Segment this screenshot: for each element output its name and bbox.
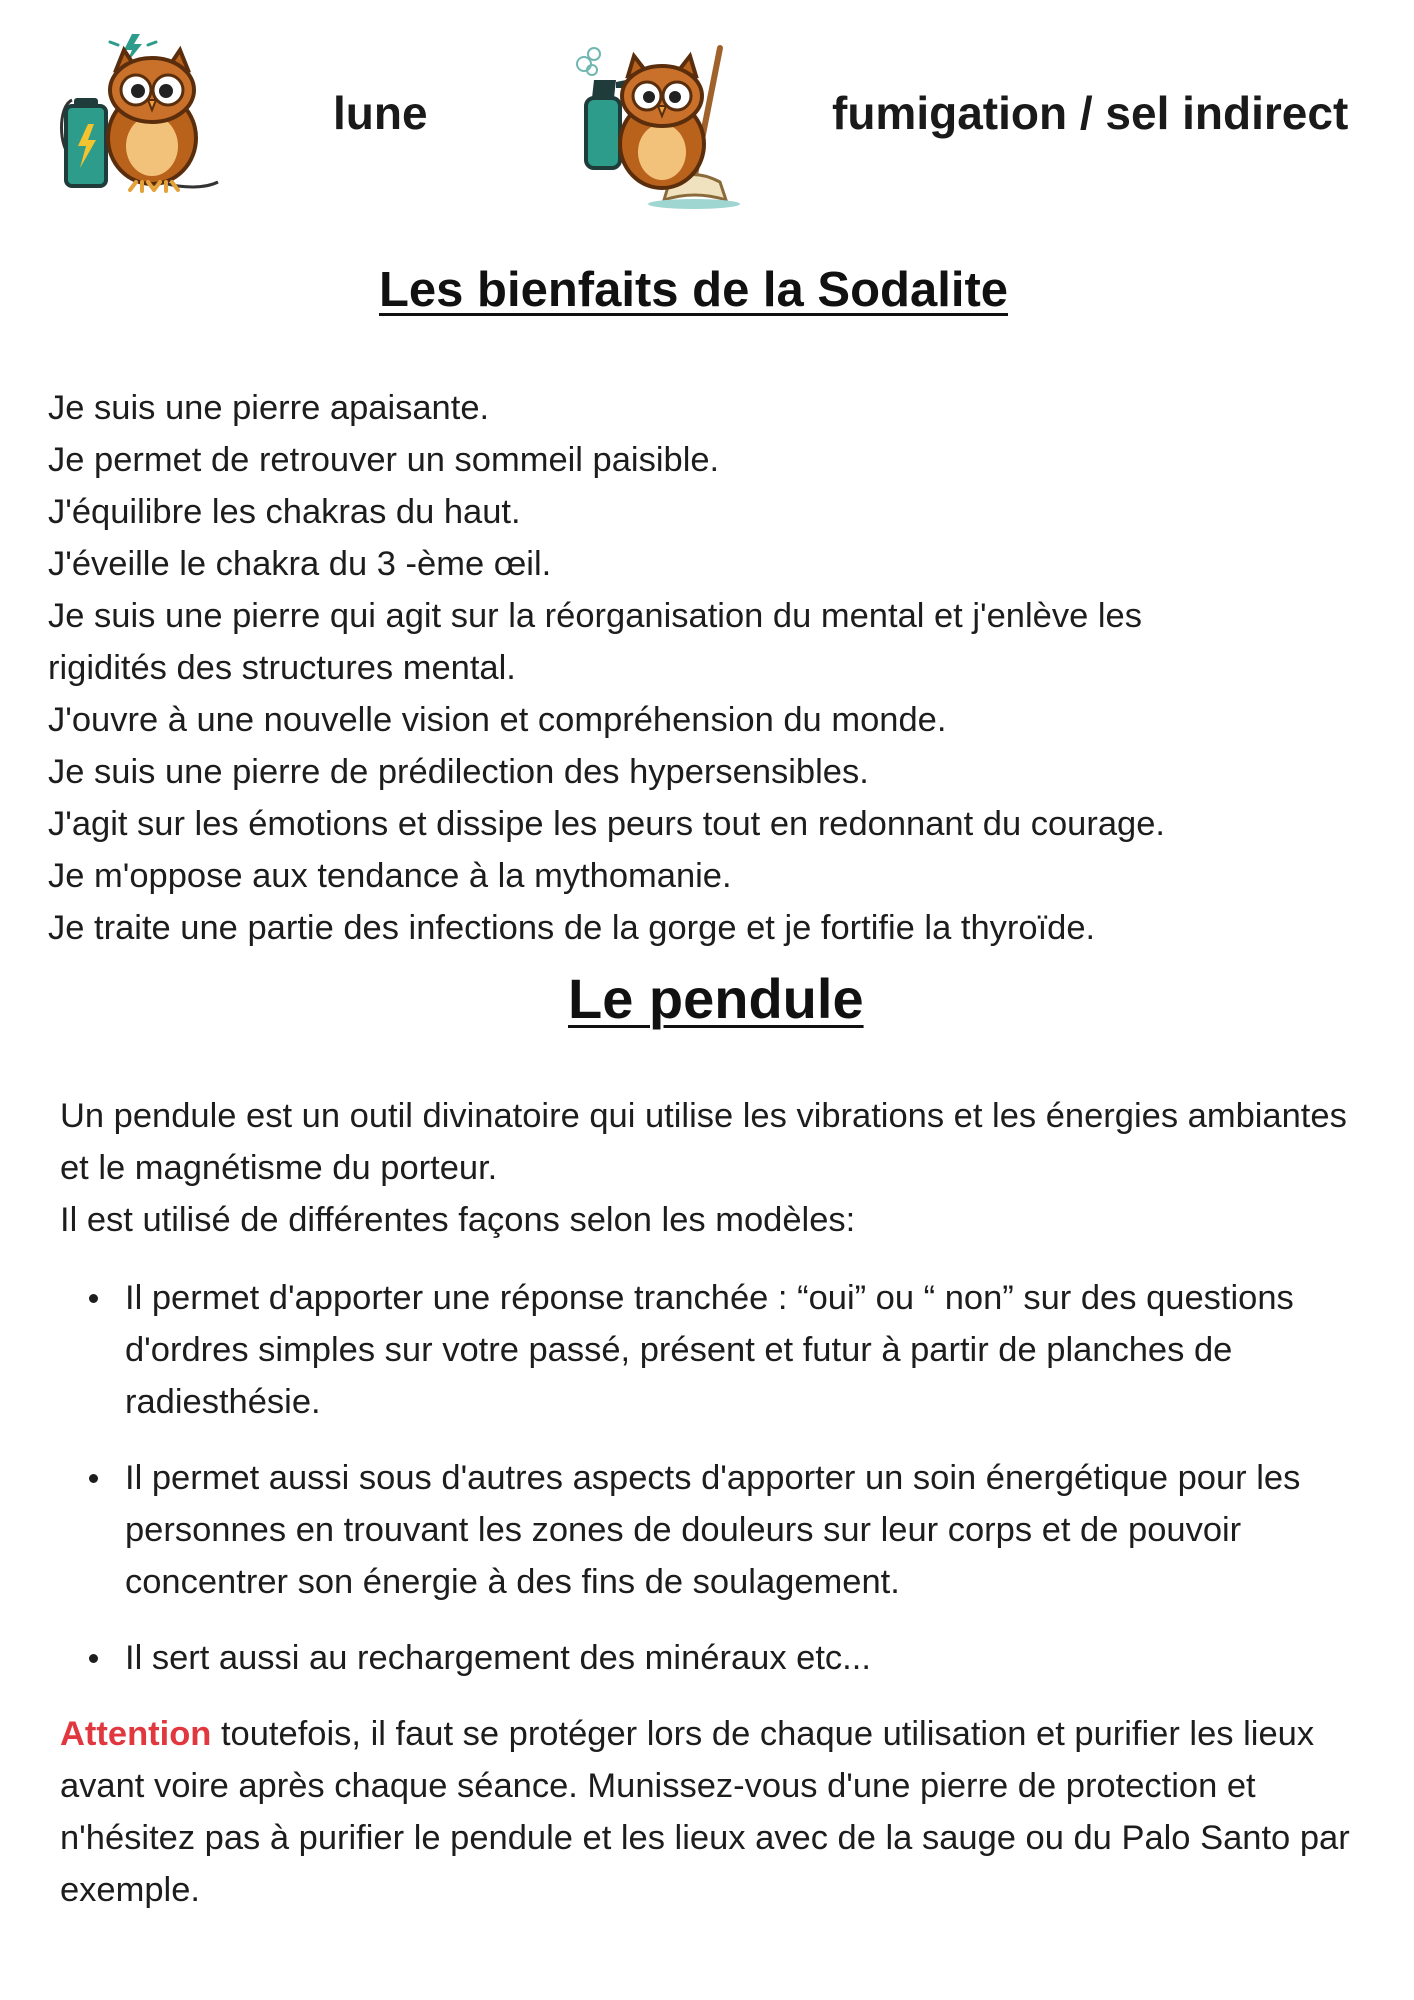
- use-text: Il permet d'apporter une réponse tranchée : “oui” ou “ non” sur des questions d'ordres simples sur votre passé, présent et futur à partir de planches de radiesthésie.: [125, 1279, 1294, 1421]
- sodalite-benefits-title: Les bienfaits de la Sodalite: [379, 263, 1009, 317]
- pendule-usage-intro: Il est utilisé de différentes façons selon les modèles:: [60, 1201, 856, 1239]
- bullet-icon: [89, 1294, 98, 1303]
- list-item: [125, 1452, 1370, 1608]
- bullet-icon: [89, 1474, 98, 1483]
- use-text: Il permet aussi sous d'autres aspects d'apporter un soin énergétique pour les personnes en trouvant les zones de douleurs sur leur corps et de pouvoir concentrer son énergie à des fins de soulagement.: [125, 1459, 1301, 1601]
- list-item: [125, 1632, 1370, 1684]
- benefit-line: Je m'oppose aux tendance à la mythomanie.: [48, 857, 732, 895]
- recharge-method-label: lune: [333, 87, 428, 139]
- pendule-title: Le pendule: [568, 967, 864, 1030]
- warning-keyword: Attention: [60, 1715, 212, 1753]
- page-header: [0, 0, 1414, 210]
- benefit-line: J'agit sur les émotions et dissipe les peurs tout en redonnant du courage.: [48, 805, 1166, 843]
- warning-text: toutefois, il faut se protéger lors de chaque utilisation et purifier les lieux avant voire après chaque séance. Munissez-vous d'une pierre de protection et n'hésitez pas à purifier le pendule et les lieux avec de la sauge ou du Palo Santo par exemple.: [60, 1715, 1350, 1909]
- benefit-line: Je traite une partie des infections de la gorge et je fortifie la thyroïde.: [48, 909, 1096, 947]
- benefit-line: Je permet de retrouver un sommeil paisible.: [48, 441, 720, 479]
- bullet-icon: [89, 1654, 98, 1663]
- benefit-line: Je suis une pierre qui agit sur la réorganisation du mental et j'enlève les: [48, 597, 1142, 635]
- sodalite-benefits-list: [48, 382, 1378, 954]
- list-item: [125, 1272, 1370, 1428]
- benefit-line: Je suis une pierre de prédilection des hypersensibles.: [48, 753, 869, 791]
- benefit-line: rigidités des structures mental.: [48, 649, 516, 687]
- owl-charging-battery-icon: [52, 28, 222, 198]
- pendule-intro: Un pendule est un outil divinatoire qui utilise les vibrations et les énergies ambiantes et le magnétisme du porteur.: [60, 1097, 1347, 1187]
- benefit-line: J'ouvre à une nouvelle vision et compréhension du monde.: [48, 701, 947, 739]
- benefit-line: Je suis une pierre apaisante.: [48, 389, 490, 427]
- use-text: Il sert aussi au rechargement des minéraux etc...: [125, 1639, 871, 1677]
- owl-cleaning-spray-mop-icon: [570, 40, 740, 210]
- pendule-section: [60, 1090, 1370, 1916]
- warning-paragraph: [60, 1708, 1370, 1916]
- pendule-uses-list: [60, 1272, 1370, 1684]
- benefit-line: J'équilibre les chakras du haut.: [48, 493, 521, 531]
- benefit-line: J'éveille le chakra du 3 -ème œil.: [48, 545, 552, 583]
- purification-method-label: fumigation / sel indirect: [832, 87, 1349, 139]
- mist-icon: [577, 48, 600, 75]
